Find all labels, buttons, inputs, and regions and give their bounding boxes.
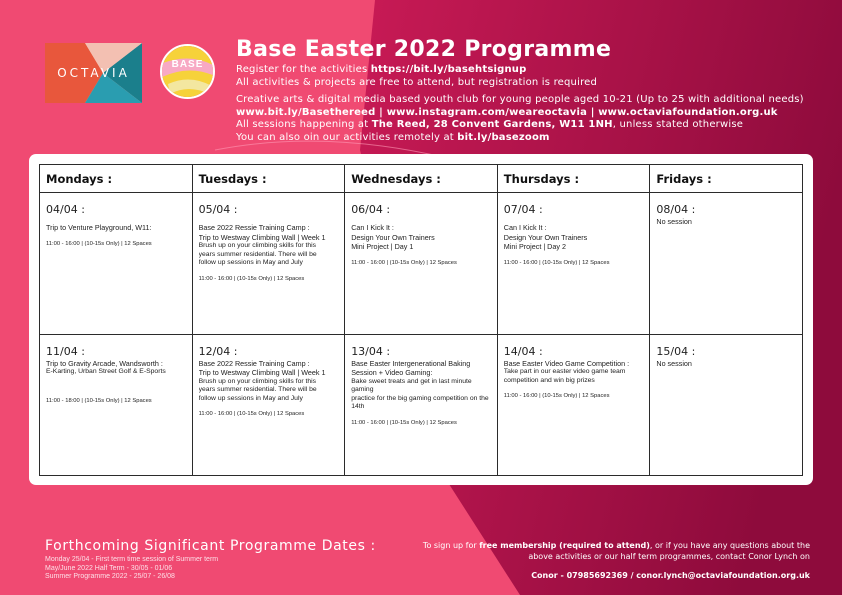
cell-15-04: 15/04 : No session: [650, 334, 803, 476]
date-label: 11/04 :: [46, 344, 85, 358]
session-meta: 11:00 - 16:00 | (10-15s Only) | 12 Spaces: [503, 259, 610, 266]
register-line: Register for the activities https://bit.ly/basehtsignup: [236, 64, 527, 75]
signup-line-2: above activities or our half term programmes, contact Conor Lynch on: [528, 552, 810, 561]
links-line[interactable]: www.bit.ly/Basethereed | www.instagram.com/weareoctavia | www.octaviafoundation.org.uk: [236, 106, 778, 118]
date-label: 06/04 :: [351, 203, 391, 216]
cell-06-04: 06/04 : Can I Kick It : Design Your Own Trainers Mini Project | Day 1 11:00 - 16:00 | (10-15s Only) | 12 Spaces: [345, 193, 498, 335]
session-meta: 11:00 - 16:00 | (10-15s Only) | 12 Spaces: [198, 275, 305, 282]
session-meta: 11:00 - 16:00 | (10-15s Only) | 12 Spaces: [503, 393, 610, 399]
session-meta: 11:00 - 18:00 | (10-15s Only) | 12 Spaces: [46, 397, 152, 404]
header-fridays: Fridays :: [650, 165, 803, 193]
session-meta: 11:00 - 16:00 | (10-15s Only) | 12 Spaces: [351, 419, 457, 426]
cell-13-04: 13/04 : Base Easter Intergenerational Baking Session + Video Gaming: Bake sweet treats and get in last minute gaming practice for the big gaming competition on the 14th 11:00 - 16:00 | (10-15s Only) | 12 Spaces: [345, 334, 498, 476]
octavia-logo: [45, 43, 142, 103]
forthcoming-title: Forthcoming Significant Programme Dates :: [45, 538, 376, 554]
week-1-row: [40, 193, 803, 335]
date-label: 13/04 :: [351, 344, 391, 358]
header: [236, 36, 804, 144]
header-tuesdays: Tuesdays :: [192, 165, 345, 193]
forthcoming-dates: [45, 538, 376, 582]
cell-08-04: 08/04 : No session: [650, 193, 803, 335]
location-line: All sessions happening at The Reed, 28 Convent Gardens, W11 1NH, unless stated otherwise: [236, 119, 744, 130]
cell-12-04: 12/04 : Base 2022 Ressie Training Camp : Trip to Westway Climbing Wall | Week 1 Brush up on your climbing skills for this years summer residential. There will be follow up sessions in May and July 11:00 - 16:00 | (10-15s Only) | 12 Spaces: [192, 334, 345, 476]
cell-07-04: 07/04 : Can I Kick It : Design Your Own Trainers Mini Project | Day 2 11:00 - 16:00 | (10-15s Only) | 12 Spaces: [497, 193, 650, 335]
date-line: Monday 25/04 - First term time session of Summer term: [45, 556, 219, 563]
header-thursdays: Thursdays :: [497, 165, 650, 193]
date-line: May/June 2022 Half Term - 30/05 - 01/06: [45, 564, 173, 572]
cell-04-04: 04/04 : Trip to Venture Playground, W11: 11:00 - 16:00 | (10-15s Only) | 12 Spaces: [40, 193, 193, 335]
cell-05-04: 05/04 : Base 2022 Ressie Training Camp : Trip to Westway Climbing Wall | Week 1 Brush up on your climbing skills for this years summer residential. There will be follow up sessions in May and July 11:00 - 16:00 | (10-15s Only) | 12 Spaces: [192, 193, 345, 335]
week-2-row: [40, 334, 803, 476]
date-label: 04/04 :: [46, 203, 85, 216]
free-note: All activities & projects are free to attend, but registration is required: [236, 76, 598, 88]
session-meta: 11:00 - 16:00 | (10-15s Only) | 12 Spaces: [198, 411, 305, 417]
date-line: Summer Programme 2022 - 25/07 - 26/08: [45, 573, 175, 580]
description: Creative arts & digital media based youth club for young people aged 10-21 (Up to 25 with additional needs): [236, 94, 804, 105]
register-link[interactable]: https://bit.ly/basehtsignup: [370, 64, 527, 75]
header-mondays: Mondays :: [40, 165, 193, 193]
date-label: 12/04 :: [198, 344, 238, 358]
signup-line: To sign up for free membership (required to attend), or if you have any questions about the: [422, 541, 810, 550]
date-label: 05/04 :: [198, 203, 238, 216]
schedule-table: [39, 164, 803, 476]
session-meta: 11:00 - 16:00 | (10-15s Only) | 12 Spaces: [46, 240, 152, 247]
session-meta: 11:00 - 16:00 | (10-15s Only) | 12 Spaces: [351, 259, 457, 266]
date-label: 07/04 :: [503, 203, 543, 216]
schedule-card: [29, 154, 813, 485]
page-title: Base Easter 2022 Programme: [236, 37, 612, 62]
date-label: 15/04 :: [656, 344, 696, 358]
remote-link[interactable]: bit.ly/basezoom: [457, 131, 550, 143]
date-label: 08/04 :: [656, 203, 696, 216]
cell-11-04: 11/04 : Trip to Gravity Arcade, Wandsworth : E-Karting, Urban Street Golf & E-Sports 11:00 - 18:00 | (10-15s Only) | 12 Spaces: [40, 334, 193, 476]
base-wordmark: BASE: [171, 59, 204, 70]
date-label: 14/04 :: [503, 344, 543, 358]
base-logo: [160, 44, 215, 99]
remote-line: You can also oin our activities remotely at bit.ly/basezoom: [236, 131, 550, 143]
signup-info: [410, 540, 810, 580]
octavia-wordmark: OCTAVIA: [57, 66, 130, 80]
contact-details[interactable]: Conor - 07985692369 / conor.lynch@octaviafoundation.org.uk: [531, 571, 810, 580]
header-wednesdays: Wednesdays :: [345, 165, 498, 193]
cell-14-04: 14/04 : Base Easter Video Game Competition : Take part in our easter video game team competition and win big prizes 11:00 - 16:00 | (10-15s Only) | 12 Spaces: [497, 334, 650, 476]
